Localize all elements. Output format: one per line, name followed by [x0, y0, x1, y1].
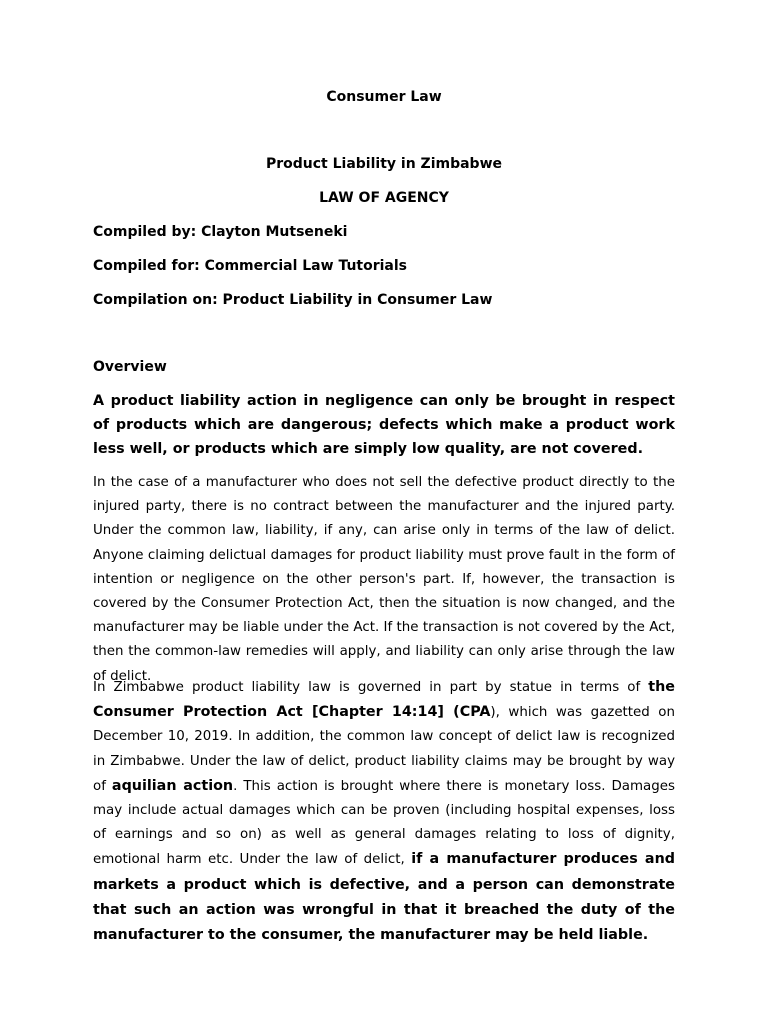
consumer-protection-act-reference: the Consumer Protection Act [Chapter 14:14] (CPA	[93, 679, 675, 721]
body-paragraph-2	[93, 675, 675, 948]
overview-heading: Overview	[93, 359, 167, 375]
compilation-on: Compilation on: Product Liability in Consumer Law	[93, 292, 493, 308]
compiled-for: Compiled for: Commercial Law Tutorials	[93, 258, 408, 274]
section-heading: LAW OF AGENCY	[319, 190, 449, 206]
paragraph-2-text-1: In Zimbabwe product liability law is governed in part by statue in terms of	[93, 680, 649, 695]
document-title: Consumer Law	[326, 89, 442, 105]
paragraph-2-text-3: . This action is brought where there is monetary loss. Damages may include actual damages which can be proven (including hospital expenses, loss of earnings and so on) as well as general damages relating to loss of dignity, emotional harm etc. Under the law of delict,	[93, 778, 675, 868]
aquilian-action-term: aquilian action	[111, 777, 234, 794]
manufacturer-liability-statement: if a manufacturer produces and markets a product which is defective, and a person can demonstrate that such an action was wrongful in that it breached the duty of the manufacturer to the consumer, the manufacturer may be held liable.	[93, 851, 675, 944]
lead-paragraph: A product liability action in negligence can only be brought in respect of products which are dangerous; defects which make a product work less well, or products which are simply low quality, are not covered.	[93, 393, 675, 458]
document-subtitle: Product Liability in Zimbabwe	[265, 156, 502, 172]
paragraph-2-text-2: ), which was gazetted on December 10, 2019. In addition, the common law concept of delict law is recognized in Zimbabwe. Under the law of delict, product liability claims may be brought by way of	[93, 705, 675, 794]
compiled-by: Compiled by: Clayton Mutseneki	[93, 224, 348, 240]
body-paragraph-1: In the case of a manufacturer who does not sell the defective product directly to the injured party, there is no contract between the manufacturer and the injured party. Under the common law, liability, if any, can arise only in terms of the law of delict. Anyone claiming delictual damages for product liability must prove fault in the form of intention or negligence on the other person's part. If, however, the transaction is covered by the Consumer Protection Act, then the situation is now changed, and the manufacturer may be liable under the Act. If the transaction is not covered by the Act, then the common-law remedies will apply, and liability can only arise through the law of delict.	[93, 475, 675, 684]
